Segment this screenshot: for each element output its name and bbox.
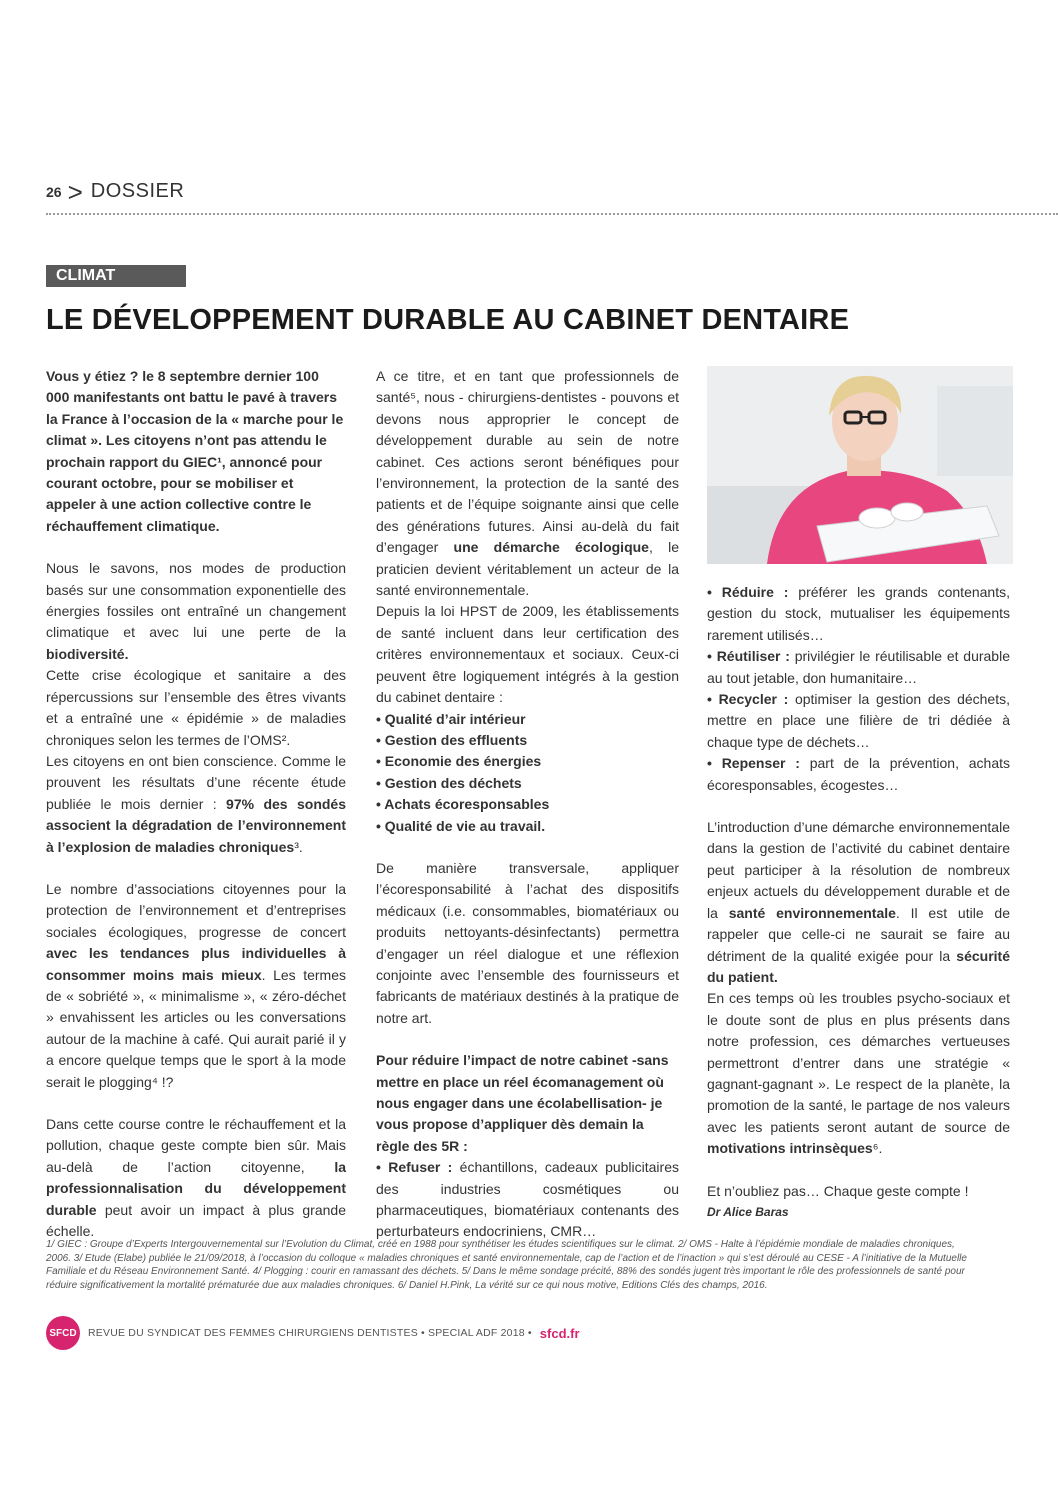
rule-reduire: • Réduire : préférer les grands contenants, gestion du stock, mutualiser les équipements rarement utilisés… [707, 584, 1010, 643]
article-title: LE DÉVELOPPEMENT DURABLE AU CABINET DENTAIRE [46, 304, 850, 336]
paragraph: A ce titre, et en tant que professionnels de santé⁵, nous - chirurgiens-dentistes - pouvons et devons nous approprier le concept de développement durable au sein de notre cabinet. Ces actions seront bénéfiques pour l’environnement, la protection de la santé des patients et de l’équipe soignante ainsi que celle des générations futures. Ainsi au-delà du fait d’engager une démarche écologique, le praticien devient véritablement un acteur de la santé environnementale. [376, 368, 679, 599]
list-item: • Gestion des effluents [376, 731, 528, 748]
criteria-list [376, 709, 679, 837]
list-item: • Economie des énergies [376, 753, 542, 770]
rule-intro: Pour réduire l’impact de notre cabinet -sans mettre en place un réel écomanagement où nous engager dans une écolabellisation- je vous propose d’appliquer dès demain la règle des 5R : [376, 1052, 669, 1154]
lead-paragraph: Vous y étiez ? le 8 septembre dernier 100 000 manifestants ont battu le pavé à travers la France à l’occasion de la « marche pour le climat ». Les citoyens n’ont pas attendu le prochain rapport du GIEC¹, annoncé pour courant octobre, pour se mobiliser et appeler à une action collective contre le réchauffement climatique. [46, 368, 344, 534]
paragraph: De manière transversale, appliquer l’écoresponsabilité à l’achat des dispositifs médicaux (i.e. consommables, biomatériaux ou produits nettoyants-désinfectants) permettra d’engager un réel dialogue et une réflexion conjointe avec l’ensemble des fournisseurs et fabricants de matériaux destinés à la pratique de notre art. [376, 859, 679, 1026]
footer-site-link[interactable]: sfcd.fr [539, 1325, 580, 1341]
page-number: 26 [46, 183, 62, 200]
footer-text: REVUE DU SYNDICAT DES FEMMES CHIRURGIENS DENTISTES • SPECIAL ADF 2018 • [88, 1327, 532, 1339]
column-1 [46, 366, 346, 1242]
list-item: • Qualité de vie au travail. [376, 817, 546, 834]
paragraph: Depuis la loi HPST de 2009, les établissements de santé incluent dans leur certification des critères environnementaux et sociaux. Ceux-ci peuvent être logiquement intégrés à la gestion du cabinet dentaire : [376, 603, 679, 706]
page-header [46, 176, 185, 207]
category-tag: CLIMAT [46, 265, 186, 287]
paragraph: Dans cette course contre le réchauffement et la pollution, chaque geste compte bien sûr. Mais au-delà de l’action citoyenne, la professionnalisation du développement durable peut avoir un impact à plus grande échelle. [46, 1116, 346, 1240]
list-item: • Qualité d’air intérieur [376, 710, 526, 727]
paragraph: Les citoyens en ont bien conscience. Comme le prouvent les résultats d’une récente étude publiée le mois dernier : 97% des sondés associent la dégradation de l’environnement à l’explosion de maladies chroniques³. [46, 752, 346, 855]
rule-refuser: • Refuser : échantillons, cadeaux publicitaires des industries cosmétiques ou pharmaceutiques, biomatériaux contenants des perturbateurs endocriniens, CMR… [376, 1159, 679, 1240]
column-3 [707, 582, 1010, 1223]
chevron-right-icon: > [67, 176, 83, 207]
page-footer [46, 1316, 580, 1350]
closing-line: Et n’oubliez pas… Chaque geste compte ! [707, 1182, 969, 1199]
column-2 [376, 366, 679, 1243]
rule-recycler: • Recycler : optimiser la gestion des déchets, mettre en place une filière de tri dédiée à chaque type de déchets… [707, 691, 1010, 750]
list-item: • Achats écoresponsables [376, 796, 550, 813]
list-item: • Gestion des déchets [376, 774, 522, 791]
footnotes: 1/ GIEC : Groupe d’Experts Intergouvernemental sur l’Evolution du Climat, créé en 1988 pour synthétiser les études scientifiques sur le climat. 2/ OMS - Halte à l’épidémie mondiale de maladies chroniques, 2006. 3/ Etude (Elabe) publiée le 21/09/2018, à l’occasion du colloque « maladies chroniques et santé environnementale, cap de l’action et de l’inaction » qui s’est déroulé au CESE - A l’initiative de la Mutuelle Familiale et du Réseau Environnement Santé. 4/ Plogging : courir en ramassant des déchets. 5/ Dans le même sondage précité, 88% des sondés jugent très important le rôle des professionnels de santé pour réduire significativement la mortalité prématurée due aux maladies chroniques. 6/ Daniel H.Pink, La vérité sur ce qui nous motive, Editions Clés des champs, 2016. [46, 1239, 967, 1291]
paragraph: Cette crise écologique et sanitaire a des répercussions sur l’ensemble des êtres vivants et a entraîné une « épidémie » de maladies chroniques selon les termes de l’OMS². [46, 667, 346, 748]
paragraph: L’introduction d’une démarche environnementale dans la gestion de l’activité du cabinet dentaire peut participer à la résolution de nombreux enjeux actuels du développement durable et de la santé environnementale. Il est utile de rappeler que celle-ci ne saurait se faire au détriment de la qualité exigée pour la sécurité du patient. [707, 819, 1010, 985]
rule-repenser: • Repenser : part de la prévention, achats écoresponsables, écogestes… [707, 755, 1010, 793]
dotted-divider [46, 213, 1058, 215]
paragraph: Nous le savons, nos modes de production basés sur une consommation exponentielle des énergies fossiles ont entraîné un changement climatique et avec lui une perte de la biodiversité. [46, 560, 346, 662]
dentist-photo [707, 366, 1013, 564]
paragraph: En ces temps où les troubles psycho-sociaux et le doute sont de plus en plus présents dans notre profession, ces démarches vertueuses permettront d’entrer dans une stratégie « gagnant-gagnant ». Le respect de la planète, la promotion de la santé, le partage de nos valeurs avec les patients seront autant de source de motivations intrinsèques⁶. [707, 990, 1010, 1157]
section-title: DOSSIER [90, 180, 185, 202]
author-signature: Dr Alice Baras [707, 1204, 789, 1219]
paragraph: Le nombre d’associations citoyennes pour la protection de l’environnement et d’entreprises sociales écologiques, progresse de concert avec les tendances plus individuelles à consommer moins mais mieux. Les termes de « sobriété », « minimalisme », « zéro-déchet » envahissent les articles ou les conversations autour de la machine à café. Qui aurait parié il y a encore quelque temps que le sport à la mode serait le plogging⁴ !? [46, 880, 346, 1090]
sfcd-logo: SFCD [46, 1316, 80, 1350]
rule-reutiliser: • Réutiliser : privilégier le réutilisable et durable au tout jetable, don humanitaire… [707, 648, 1010, 686]
